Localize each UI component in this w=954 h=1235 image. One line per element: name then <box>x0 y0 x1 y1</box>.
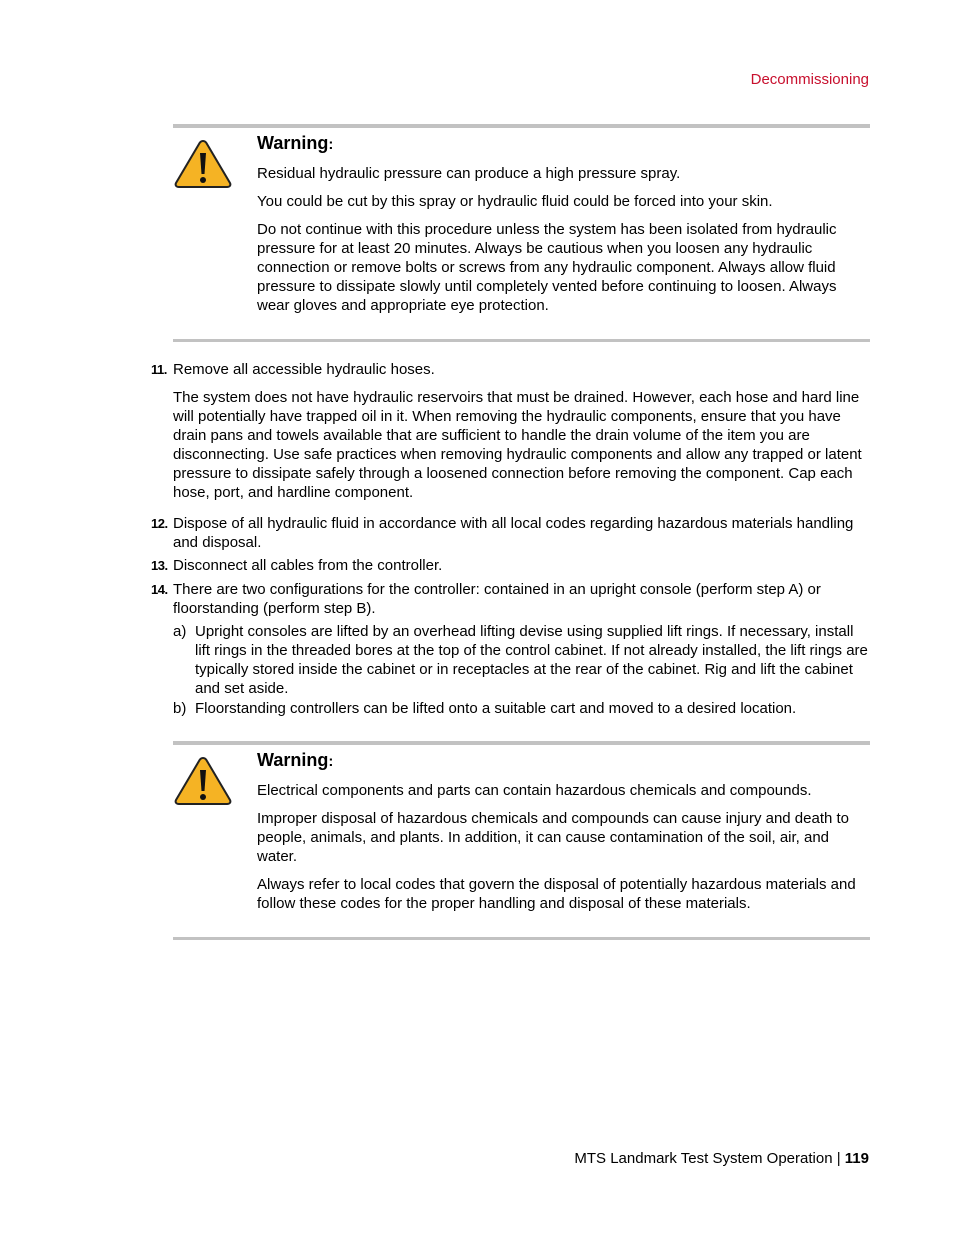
warning-paragraph: Residual hydraulic pressure can produce a high pressure spray. <box>257 165 681 182</box>
warning-paragraph: Always refer to local codes that govern the disposal of potentially hazardous materials and follow these codes for the proper handling and disposal of these materials. <box>257 876 856 912</box>
warning-box-2 <box>173 741 870 941</box>
warning-paragraph: Improper disposal of hazardous chemicals and compounds can cause injury and death to people, animals, and plants. In addition, it can cause contamination of the soil, air, and water. <box>257 810 850 865</box>
warning-rule-bottom <box>173 937 870 940</box>
footer-separator: | <box>836 1150 841 1167</box>
step-14 <box>151 580 871 618</box>
step-11-detail: The system does not have hydraulic reservoirs that must be drained. However, each hose and hard line will potentially have trapped oil in it. When removing the hydraulic components, ensure that you have drain pans and towels available that are sufficient to handle the drain volume of the item you are disconnecting. Use safe practices when removing hydraulic components and allow any trapped or latent pressure to dissipate safely through a loosened connection before removing the component. Cap each hose, port, and hardline component. <box>173 389 862 501</box>
warning-triangle-icon <box>174 139 232 189</box>
step-text: Remove all accessible hydraulic hoses. <box>173 361 435 378</box>
step-11 <box>151 360 871 379</box>
warning-title: Warning: <box>257 750 334 770</box>
step-number: 11. <box>151 362 167 377</box>
warning-paragraph: Do not continue with this procedure unless the system has been isolated from hydraulic pressure for at least 20 minutes. Always be cautious when you loosen any hydraulic connection or remove bolts or screws from any hydraulic component. Always allow fluid pressure to dissipate slowly until completely vented before continuing to loosen. Always wear gloves and appropriate eye protection. <box>257 221 837 314</box>
warning-paragraph: Electrical components and parts can contain hazardous chemicals and compounds. <box>257 782 812 799</box>
step-text: Dispose of all hydraulic fluid in accordance with all local codes regarding hazardous materials handling and disposal. <box>173 515 854 551</box>
warning-body <box>257 749 870 922</box>
warning-rule-top <box>173 741 870 745</box>
warning-rule-bottom <box>173 339 870 342</box>
page-number: 119 <box>844 1150 869 1167</box>
step-text: There are two configurations for the controller: contained in an upright console (perform step A) or floorstanding (perform step B). <box>173 581 821 617</box>
section-header: Decommissioning <box>750 71 869 88</box>
substep-text: Upright consoles are lifted by an overhead lifting devise using supplied lift rings. If necessary, install lift rings in the threaded bores at the top of the control cabinet. If not already installed, the lift rings are typically stored inside the cabinet or in receptacles at the rear of the cabinet. Rig and lift the cabinet and set aside. <box>195 623 868 697</box>
document-title: MTS Landmark Test System Operation <box>574 1150 833 1167</box>
warning-body <box>257 132 870 324</box>
warning-title: Warning: <box>257 133 334 153</box>
step-14-b <box>173 699 870 718</box>
page-footer <box>574 1149 869 1168</box>
step-13 <box>151 556 871 575</box>
step-number: 14. <box>151 582 168 597</box>
warning-paragraph: You could be cut by this spray or hydraulic fluid could be forced into your skin. <box>257 193 773 210</box>
step-12 <box>151 514 871 552</box>
step-text: Disconnect all cables from the controller. <box>173 557 443 574</box>
substep-text: Floorstanding controllers can be lifted onto a suitable cart and moved to a desired location. <box>195 700 797 717</box>
substep-label: b) <box>173 700 187 717</box>
warning-triangle-icon <box>174 756 232 806</box>
warning-box-1 <box>173 124 870 342</box>
step-number: 13. <box>151 558 168 573</box>
step-14-a <box>173 622 870 698</box>
substep-label: a) <box>173 623 187 640</box>
warning-rule-top <box>173 124 870 128</box>
step-number: 12. <box>151 516 168 531</box>
